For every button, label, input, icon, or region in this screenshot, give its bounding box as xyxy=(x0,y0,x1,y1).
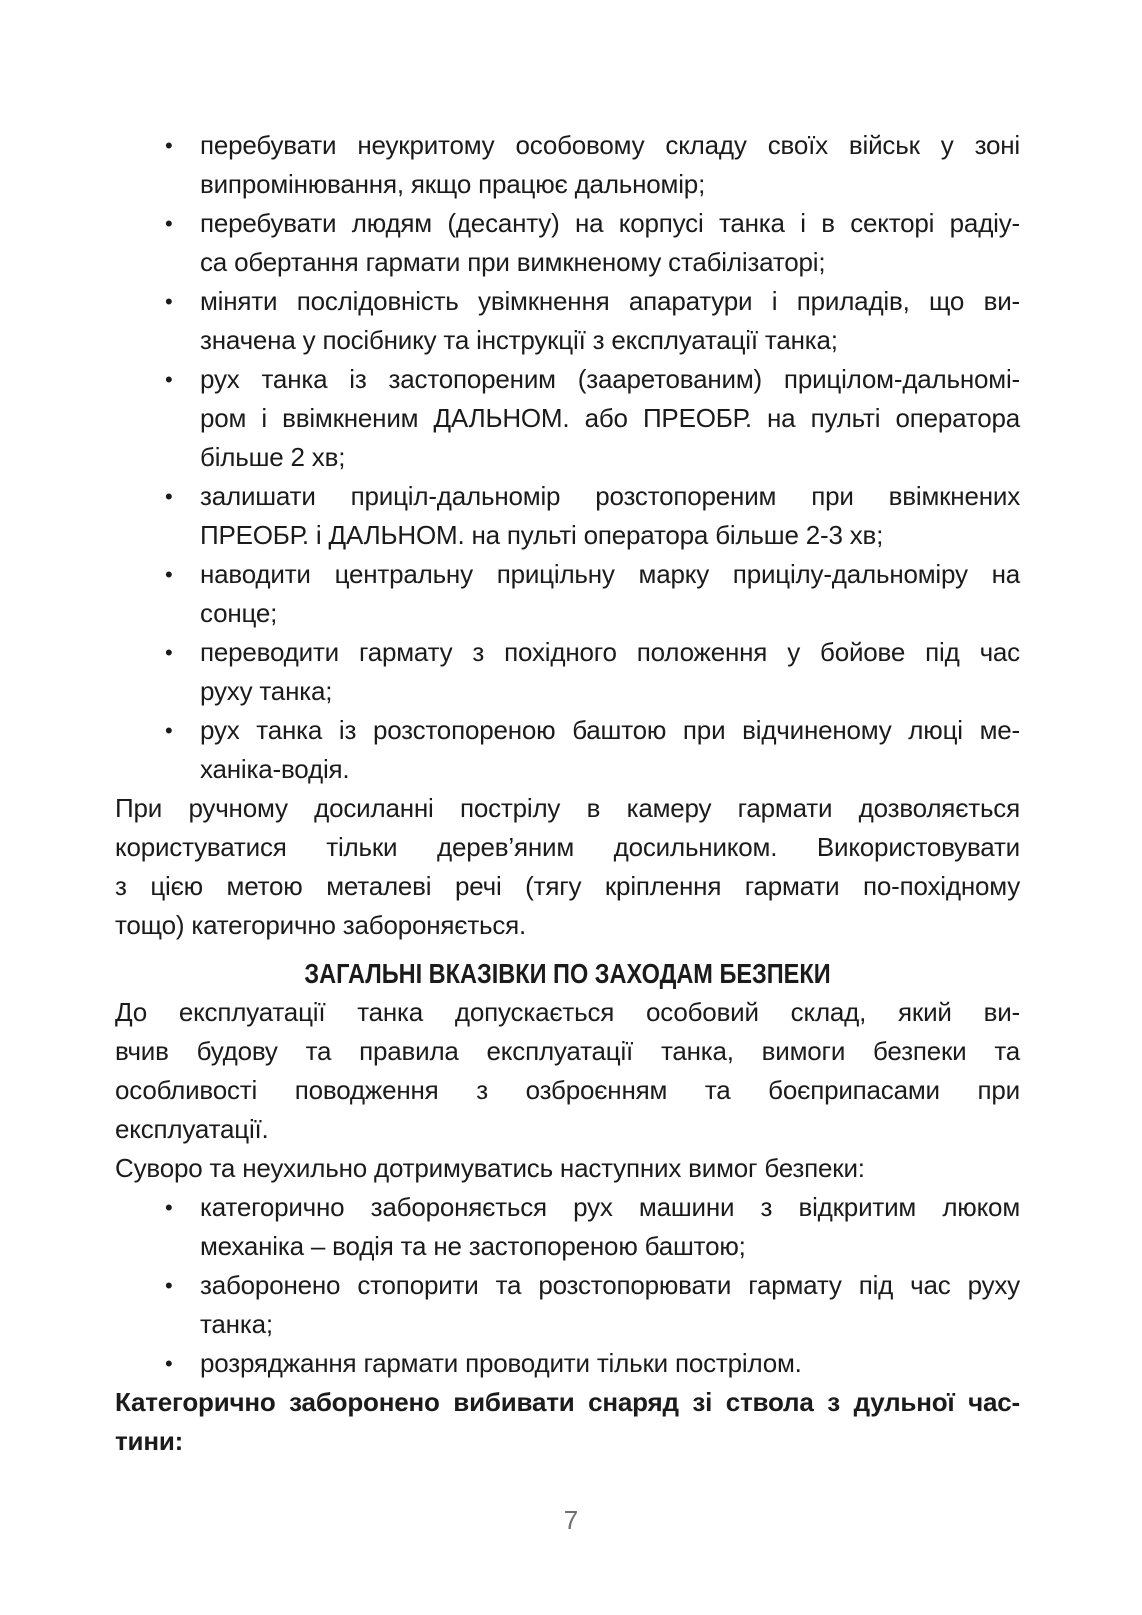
text-line: експлуатації. xyxy=(115,1114,269,1144)
text-line: Категорично заборонено вибивати снаряд зі ствола з дульної час- xyxy=(115,1387,1020,1417)
page-number: 7 xyxy=(563,1505,579,1535)
section-heading: ЗАГАЛЬНІ ВКАЗІВКИ ПО ЗАХОДАМ БЕЗПЕКИ xyxy=(304,958,831,989)
text-line: міняти послідовність увімкнення апаратури і приладів, що ви- xyxy=(200,286,1020,316)
text-line: тини: xyxy=(115,1426,184,1456)
text-line: значена у посібнику та інструкції з експлуатації танка; xyxy=(200,325,838,355)
document-content xyxy=(115,126,1020,1461)
bullet-icon: • xyxy=(165,1351,173,1376)
text-line: залишати приціл-дальномір розстопореним при ввімкнених xyxy=(200,481,1020,511)
text-line: перебувати неукритому особовому складу своїх військ у зоні xyxy=(200,130,1020,160)
text-line: ханіка-водія. xyxy=(200,754,350,784)
text-line: До експлуатації танка допускається особовий склад, який ви- xyxy=(115,997,1020,1027)
list-item xyxy=(115,360,1020,477)
text-line: категорично забороняється рух машини з відкритим люком xyxy=(200,1192,1020,1222)
bullet-icon: • xyxy=(165,289,173,314)
list-item xyxy=(115,555,1020,633)
bold-paragraph xyxy=(115,1383,1020,1461)
bullet-list xyxy=(115,1188,1020,1383)
text-line: сонце; xyxy=(200,598,278,628)
text-line: механіка – водія та не застопореною баштою; xyxy=(200,1231,746,1261)
text-line: танка; xyxy=(200,1309,273,1339)
text-line: переводити гармату з похідного положення у бойове під час xyxy=(200,637,1020,667)
paragraph xyxy=(115,789,1020,945)
text-line: са обертання гармати при вимкненому стабілізаторі; xyxy=(200,247,826,277)
bullet-icon: • xyxy=(165,718,173,743)
text-line: вчив будову та правила експлуатації танка, вимоги безпеки та xyxy=(115,1036,1020,1066)
text-line: розряджання гармати проводити тільки пострілом. xyxy=(200,1348,802,1378)
paragraph xyxy=(115,993,1020,1149)
bullet-icon: • xyxy=(165,1195,173,1220)
text-line: більше 2 хв; xyxy=(200,442,346,472)
text-line: руху танка; xyxy=(200,676,333,706)
text-line: Суворо та неухильно дотримуватись наступних вимог безпеки: xyxy=(115,1153,865,1183)
text-line: заборонено стопорити та розстопорювати гармату під час руху xyxy=(200,1270,1020,1300)
list-item xyxy=(115,1266,1020,1344)
text-line: При ручному досиланні пострілу в камеру гармати дозволяється xyxy=(115,793,1020,823)
list-item xyxy=(115,126,1020,204)
bullet-icon: • xyxy=(165,367,173,392)
text-line: перебувати людям (десанту) на корпусі танка і в секторі радіу- xyxy=(200,208,1020,238)
text-line: ПРЕОБР. і ДАЛЬНОМ. на пульті оператора більше 2-3 хв; xyxy=(200,520,884,550)
list-item xyxy=(115,633,1020,711)
text-line: користуватися тільки дерев’яним досильником. Використовувати xyxy=(115,832,1020,862)
text-line: особливості поводження з озброєнням та боєприпасами при xyxy=(115,1075,1020,1105)
bullet-icon: • xyxy=(165,484,173,509)
paragraph xyxy=(115,1149,1020,1188)
list-item xyxy=(115,1188,1020,1266)
text-line: з цією метою металеві речі (тягу кріплення гармати по-похідному xyxy=(115,871,1020,901)
list-item xyxy=(115,711,1020,789)
text-line: ром і ввімкненим ДАЛЬНОМ. або ПРЕОБР. на пульті оператора xyxy=(200,403,1020,433)
bullet-icon: • xyxy=(165,640,173,665)
bullet-icon: • xyxy=(165,133,173,158)
list-item xyxy=(115,1344,1020,1383)
list-item xyxy=(115,282,1020,360)
text-line: рух танка із застопореним (зааретованим) прицілом-дальномі- xyxy=(200,364,1020,394)
list-item xyxy=(115,204,1020,282)
text-line: тощо) категорично забороняється. xyxy=(115,910,527,940)
bullet-icon: • xyxy=(165,1273,173,1298)
bullet-icon: • xyxy=(165,562,173,587)
text-line: наводити центральну прицільну марку прицілу-дальноміру на xyxy=(200,559,1020,589)
list-item xyxy=(115,477,1020,555)
text-line: рух танка із розстопореною баштою при відчиненому люці ме- xyxy=(200,715,1020,745)
bullet-list xyxy=(115,126,1020,789)
bullet-icon: • xyxy=(165,211,173,236)
text-line: випромінювання, якщо працює дальномір; xyxy=(200,169,706,199)
